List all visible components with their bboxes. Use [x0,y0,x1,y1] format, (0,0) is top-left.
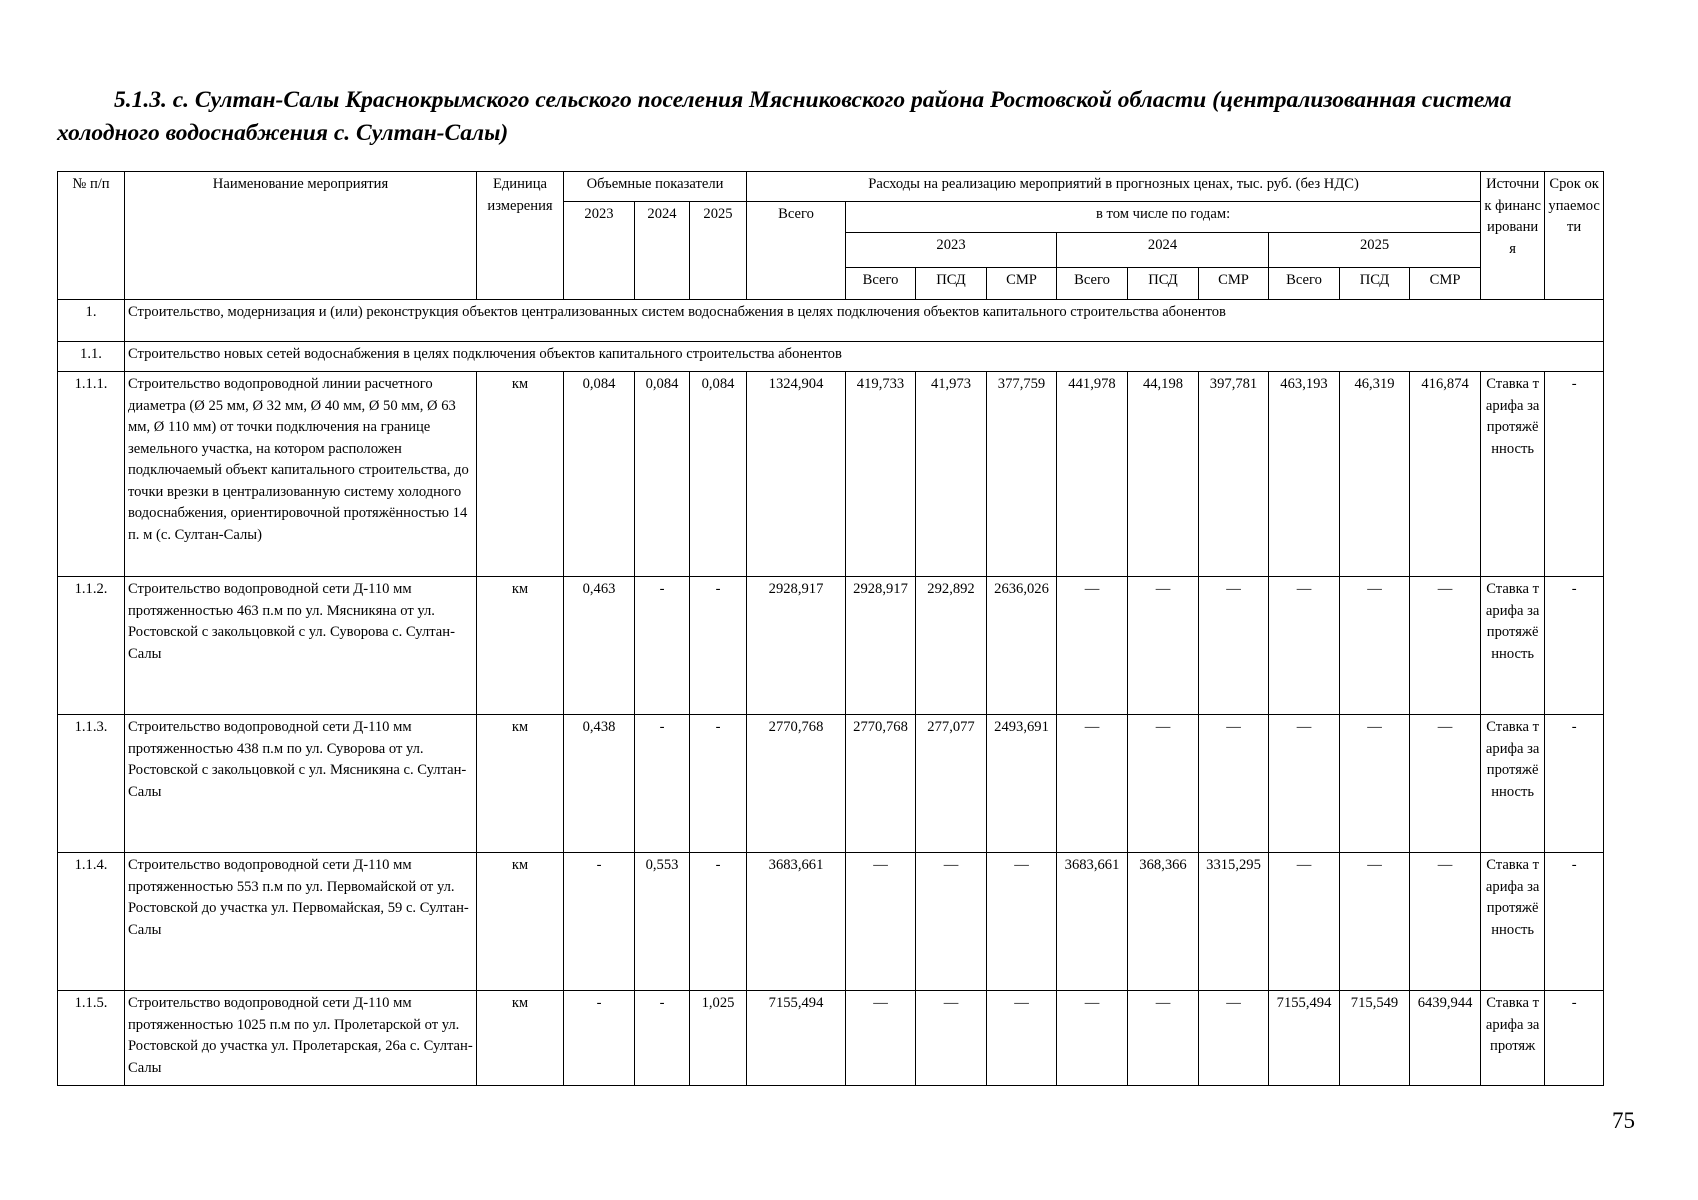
row-cost: 2636,026 [987,577,1057,715]
section-text: Строительство, модернизация и (или) реконструкция объектов централизованных систем водоснабжения в целях подключения объектов капитального строительства абонентов [125,300,1604,342]
row-vol: 0,084 [635,372,690,577]
header-unit: Единица измерения [477,172,564,300]
row-unit: км [477,991,564,1086]
row-num: 1.1.4. [58,853,125,991]
heading-text: 5.1.3. с. Султан-Салы Краснокрымского сельского поселения Мясниковского района Ростовской области (централизованная система холодного водоснабжения с. Султан-Салы) [57,87,1512,146]
row-num: 1.1.1. [58,372,125,577]
row-cost: 7155,494 [1269,991,1340,1086]
row-vol: - [690,577,747,715]
header-sub: Всего [1269,268,1340,300]
header-sub: ПСД [1340,268,1410,300]
row-source: Ставка тарифа за протяжённость [1481,715,1545,853]
row-total: 2928,917 [747,577,846,715]
row-vol: - [635,577,690,715]
row-cost: 419,733 [846,372,916,577]
header-source: Источник финансирования [1481,172,1545,300]
header-num: № п/п [58,172,125,300]
row-cost: 441,978 [1057,372,1128,577]
header-sub: ПСД [916,268,987,300]
row-unit: км [477,853,564,991]
header-volume: Объемные показатели [564,172,747,202]
header-vol-year: 2025 [690,202,747,300]
row-cost: — [1128,715,1199,853]
row-name: Строительство водопроводной сети Д-110 мм протяженностью 1025 п.м по ул. Пролетарской от ул. Ростовской до участка ул. Пролетарская, 26а с. Султан-Салы [125,991,477,1086]
row-payback: - [1545,853,1604,991]
header-year: 2025 [1269,233,1481,268]
row-cost: — [916,853,987,991]
row-cost: 2493,691 [987,715,1057,853]
row-cost: — [1269,715,1340,853]
row-cost: — [846,991,916,1086]
row-cost: 3315,295 [1199,853,1269,991]
row-vol: - [690,853,747,991]
table-row [58,853,1604,991]
table-row [58,991,1604,1086]
row-vol: - [564,991,635,1086]
row-cost: — [1199,715,1269,853]
row-num: 1.1.5. [58,991,125,1086]
row-vol: 1,025 [690,991,747,1086]
row-cost: 397,781 [1199,372,1269,577]
row-cost: — [1057,715,1128,853]
row-name: Строительство водопроводной сети Д-110 мм протяженностью 438 п.м по ул. Суворова от ул. Ростовской с закольцовкой с ул. Мясникяна с. Султан-Салы [125,715,477,853]
row-cost: 277,077 [916,715,987,853]
section-num: 1.1. [58,342,125,372]
page-heading [57,84,1602,150]
table-row [58,372,1604,577]
header-vol-year: 2024 [635,202,690,300]
row-cost: 46,319 [1340,372,1410,577]
header-name: Наименование мероприятия [125,172,477,300]
row-vol: 0,438 [564,715,635,853]
row-vol: 0,084 [564,372,635,577]
row-cost: — [1128,991,1199,1086]
header-sub: СМР [987,268,1057,300]
header-sub: Всего [846,268,916,300]
row-cost: 44,198 [1128,372,1199,577]
row-cost: — [1269,577,1340,715]
row-unit: км [477,577,564,715]
row-cost: 368,366 [1128,853,1199,991]
row-cost: — [1199,991,1269,1086]
row-num: 1.1.2. [58,577,125,715]
row-vol: 0,553 [635,853,690,991]
row-cost: — [987,853,1057,991]
row-payback: - [1545,372,1604,577]
header-vol-year: 2023 [564,202,635,300]
row-cost: — [1057,991,1128,1086]
row-payback: - [1545,991,1604,1086]
row-unit: км [477,372,564,577]
header-year: 2023 [846,233,1057,268]
row-cost: — [1199,577,1269,715]
row-name: Строительство водопроводной сети Д-110 мм протяженностью 553 п.м по ул. Первомайской от ул. Ростовской до участка ул. Первомайская, 59 с. Султан-Салы [125,853,477,991]
row-total: 3683,661 [747,853,846,991]
row-payback: - [1545,577,1604,715]
header-costs: Расходы на реализацию мероприятий в прогнозных ценах, тыс. руб. (без НДС) [747,172,1481,202]
section-text: Строительство новых сетей водоснабжения в целях подключения объектов капитального строительства абонентов [125,342,1604,372]
row-cost: — [1410,715,1481,853]
row-cost: 292,892 [916,577,987,715]
row-cost: — [916,991,987,1086]
row-total: 2770,768 [747,715,846,853]
header-sub: ПСД [1128,268,1199,300]
header-sub: СМР [1199,268,1269,300]
row-cost: 377,759 [987,372,1057,577]
row-cost: — [987,991,1057,1086]
header-sub: СМР [1410,268,1481,300]
row-cost: 715,549 [1340,991,1410,1086]
row-source: Ставка тарифа за протяжённость [1481,577,1545,715]
header-row-1 [58,172,1604,202]
row-total: 1324,904 [747,372,846,577]
row-cost: 416,874 [1410,372,1481,577]
row-num: 1.1.3. [58,715,125,853]
header-by-years: в том числе по годам: [846,202,1481,233]
row-cost: — [1340,715,1410,853]
header-year: 2024 [1057,233,1269,268]
row-cost: — [1269,853,1340,991]
row-vol: - [635,991,690,1086]
row-vol: 0,463 [564,577,635,715]
row-cost: 3683,661 [1057,853,1128,991]
section-row [58,300,1604,342]
header-payback: Срок окупаемости [1545,172,1604,300]
row-source: Ставка тарифа за протяжённость [1481,372,1545,577]
row-vol: - [635,715,690,853]
row-cost: 2770,768 [846,715,916,853]
section-num: 1. [58,300,125,342]
table-row [58,577,1604,715]
row-cost: 41,973 [916,372,987,577]
table-row [58,715,1604,853]
row-cost: 463,193 [1269,372,1340,577]
page-number: 75 [1612,1108,1635,1133]
header-sub: Всего [1057,268,1128,300]
row-cost: — [1128,577,1199,715]
section-row [58,342,1604,372]
row-total: 7155,494 [747,991,846,1086]
row-cost: 2928,917 [846,577,916,715]
header-total: Всего [747,202,846,300]
row-vol: - [690,715,747,853]
row-cost: — [1410,853,1481,991]
row-cost: — [1410,577,1481,715]
row-vol: 0,084 [690,372,747,577]
row-name: Строительство водопроводной сети Д-110 мм протяженностью 463 п.м по ул. Мясникяна от ул. Ростовской с закольцовкой с ул. Суворова с. Султан-Салы [125,577,477,715]
row-cost: — [846,853,916,991]
row-cost: — [1057,577,1128,715]
row-cost: — [1340,577,1410,715]
row-source: Ставка тарифа за протяж [1481,991,1545,1086]
row-name: Строительство водопроводной линии расчетного диаметра (Ø 25 мм, Ø 32 мм, Ø 40 мм, Ø 50 мм, Ø 63 мм, Ø 110 мм) от точки подключения на границе земельного участка, на котором расположен подключаемый объект капитального строительства, до точки врезки в централизованную систему холодного водоснабжения, ориентировочной протяжённостью 14 п. м (с. Султан-Салы) [125,372,477,577]
row-payback: - [1545,715,1604,853]
row-unit: км [477,715,564,853]
row-source: Ставка тарифа за протяжённость [1481,853,1545,991]
measures-table [57,171,1604,1086]
row-cost: — [1340,853,1410,991]
row-vol: - [564,853,635,991]
row-cost: 6439,944 [1410,991,1481,1086]
